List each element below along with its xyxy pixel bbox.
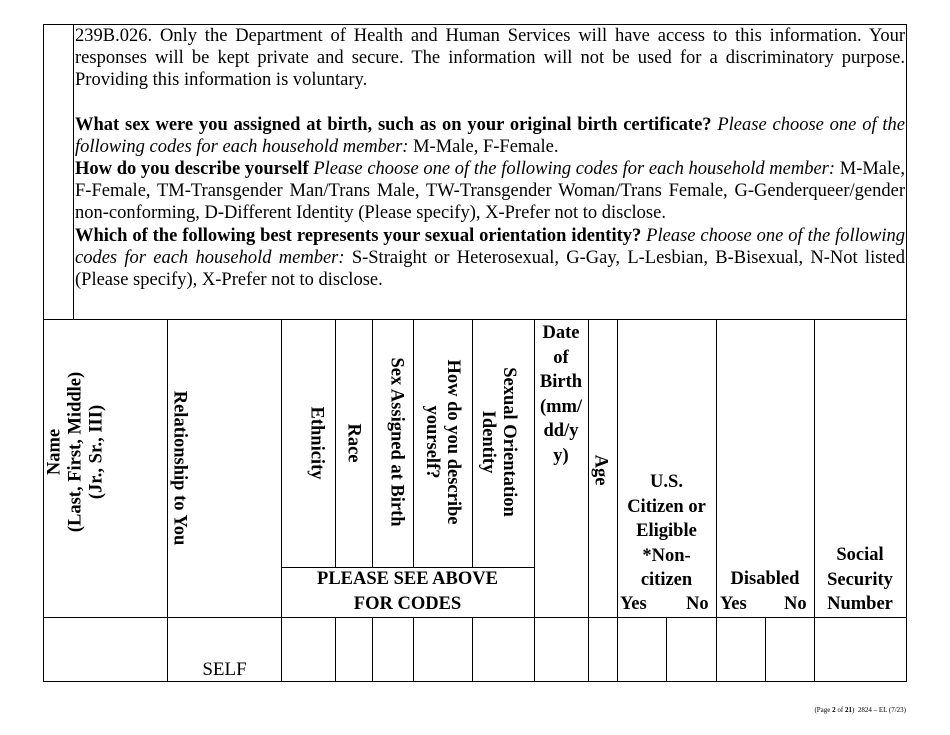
header-sex-assigned: Sex Assigned at Birth bbox=[386, 357, 407, 527]
header-ssn: Social Security Number bbox=[827, 545, 893, 614]
intro-bottom-border bbox=[43, 319, 907, 320]
row1-relationship-self: SELF bbox=[202, 659, 247, 680]
row1-race-cell[interactable] bbox=[336, 618, 372, 681]
row1-dob-cell[interactable] bbox=[535, 618, 588, 681]
disabled-yes-label: Yes bbox=[720, 594, 747, 614]
header-orientation: Sexual Orientation Identity bbox=[478, 367, 519, 517]
intro-left-margin-rule bbox=[73, 24, 74, 320]
page-total: 21 bbox=[845, 706, 852, 714]
table-right-border bbox=[906, 24, 907, 682]
row1-describe-cell[interactable] bbox=[414, 618, 472, 681]
col-rule bbox=[472, 319, 473, 568]
row1-ethnicity-cell[interactable] bbox=[282, 618, 335, 681]
col-rule bbox=[413, 319, 414, 568]
page-number: 2 bbox=[832, 706, 836, 714]
question-sex-assigned: What sex were you assigned at birth, such as on your original birth certificate? Please choose one of the following codes for each household member: M-Male, F-Female. bbox=[75, 114, 905, 157]
row1-disabled-no-cell[interactable] bbox=[766, 618, 814, 681]
row1-name-cell[interactable] bbox=[44, 618, 167, 681]
header-describe-yourself: How do you describe yourself? bbox=[422, 359, 463, 525]
disabled-no-label: No bbox=[784, 594, 807, 614]
citizen-yes-label: Yes bbox=[620, 594, 647, 614]
header-disabled: Disabled bbox=[730, 569, 800, 589]
col-rule bbox=[335, 319, 336, 568]
question-sexual-orientation: Which of the following best represents your sexual orientation identity? Please choose one of the following codes for each household member: S-Straight or Heterosexual, G-Gay, L-Lesbian, B-Bisexual, N-Not listed (Please specify), X-Prefer not to disclose. bbox=[75, 225, 906, 291]
row1-disabled-yes-cell[interactable] bbox=[717, 618, 765, 681]
row1-sex-assigned-cell[interactable] bbox=[373, 618, 413, 681]
col-rule bbox=[372, 319, 373, 568]
header-name: Name (Last, First, Middle) (Jr., Sr., III) bbox=[44, 371, 107, 533]
header-relationship: Relationship to You bbox=[169, 390, 190, 546]
confidentiality-notice: 239B.026. Only the Department of Health and Human Services will have access to this information. Your responses will be kept private and secure. The information will not be used for a discriminatory purpose. Providing this information is voluntary. bbox=[75, 26, 905, 91]
question-describe-yourself: How do you describe yourself Please choose one of the following codes for each household member: M-Male, F-Female, TM-Transgender Man/Trans Male, TW-Transgender Woman/Trans Female, G-Genderqueer/gender non-conforming, D-Different Identity (Please specify), X-Prefer not to disclose. bbox=[75, 159, 905, 224]
header-race: Race bbox=[343, 423, 364, 463]
header-ethnicity: Ethnicity bbox=[306, 406, 327, 480]
header-age: Age bbox=[590, 454, 611, 486]
row1-orientation-cell[interactable] bbox=[473, 618, 534, 681]
row1-age-cell[interactable] bbox=[589, 618, 617, 681]
page-footer: (Page 2 of 21) 2824 – EL (7/23) bbox=[814, 706, 906, 714]
row1-ssn-cell[interactable] bbox=[815, 618, 906, 681]
table-left-border bbox=[43, 24, 44, 682]
row1-citizen-yes-cell[interactable] bbox=[618, 618, 666, 681]
header-date-of-birth: Date of Birth (mm/ dd/y y) bbox=[539, 323, 583, 466]
citizen-no-label: No bbox=[686, 594, 709, 614]
form-code: 2824 – EL (7/23) bbox=[857, 706, 906, 714]
header-us-citizen: U.S. Citizen or Eligible *Non- citizen bbox=[627, 472, 706, 590]
intro-section bbox=[75, 25, 905, 291]
header-see-codes: PLEASE SEE ABOVE FOR CODES bbox=[317, 569, 498, 614]
row1-citizen-no-cell[interactable] bbox=[667, 618, 716, 681]
